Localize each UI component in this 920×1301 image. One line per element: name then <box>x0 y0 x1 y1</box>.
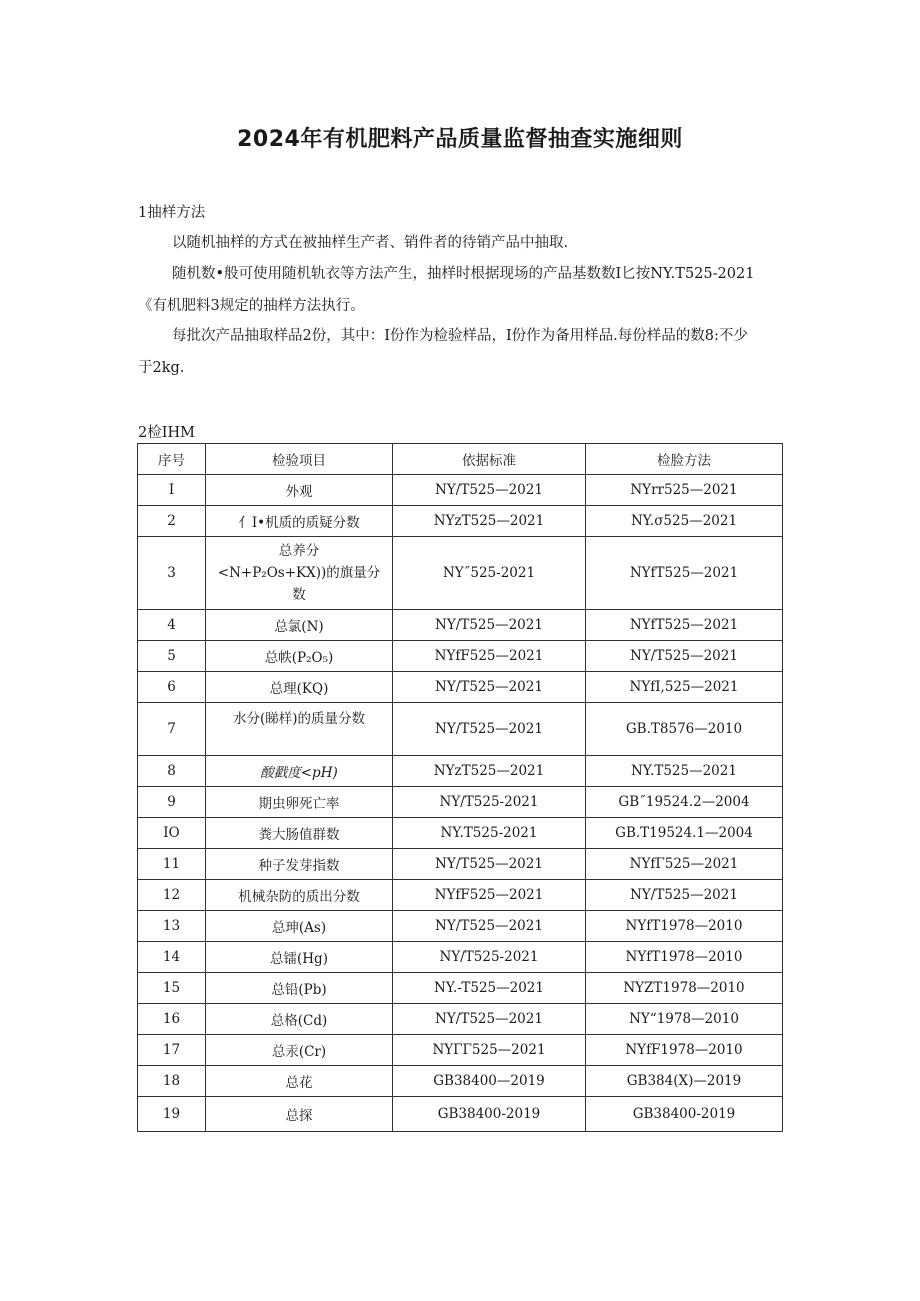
table-row <box>138 672 783 703</box>
row-method: GB384(X)—2019 <box>586 1066 783 1097</box>
row-method: NYfT525—2021 <box>586 537 783 610</box>
row-standard: GB38400—2019 <box>393 1066 586 1097</box>
table-row <box>138 506 783 537</box>
row-standard: NY/T525—2021 <box>393 703 586 756</box>
table-row <box>138 911 783 942</box>
table-row <box>138 641 783 672</box>
row-item: 总镭(Hg) <box>206 942 393 973</box>
table-row <box>138 1035 783 1066</box>
row-standard: NY/T525—2021 <box>393 610 586 641</box>
row-number: 11 <box>138 849 206 880</box>
row-method: NYrr525—2021 <box>586 475 783 506</box>
section-1-paragraph-3-line-1: 每批次产品抽取样品2份，其中：I份作为检验样品，I份作为备用样品.每份样品的数8:不少 <box>172 328 748 344</box>
row-number: 5 <box>138 641 206 672</box>
row-number: 8 <box>138 756 206 787</box>
header-cell-standard: 依据标准 <box>393 444 586 475</box>
table-row <box>138 849 783 880</box>
row-method: NY.T525—2021 <box>586 756 783 787</box>
row-number: 12 <box>138 880 206 911</box>
row-number: 15 <box>138 973 206 1004</box>
section-1-paragraph-2-line-2: 《有机肥料3规定的抽样方法执行。 <box>138 298 365 314</box>
table-row <box>138 756 783 787</box>
row-method: NYfΓ525—2021 <box>586 849 783 880</box>
table-row <box>138 787 783 818</box>
row-item: 总格(Cd) <box>206 1004 393 1035</box>
row-standard: NY/T525—2021 <box>393 849 586 880</box>
inspection-items-table <box>137 443 783 1132</box>
row-item-line-2: <N+P₂Os+KX))的旗量分 <box>217 565 381 581</box>
section-2-heading: 2检IHM <box>138 425 195 441</box>
row-item: 总帙(P₂O₅) <box>206 641 393 672</box>
row-item: 总铅(Pb) <box>206 973 393 1004</box>
table-row <box>138 818 783 849</box>
section-1-paragraph-1: 以随机抽样的方式在被抽样生产者、销件者的待销产品中抽取. <box>172 235 569 251</box>
row-standard: NY/T525—2021 <box>393 475 586 506</box>
row-method: NY.σ525—2021 <box>586 506 783 537</box>
row-standard: NY/T525-2021 <box>393 787 586 818</box>
row-standard: NYzT525—2021 <box>393 506 586 537</box>
table-row <box>138 942 783 973</box>
row-item: 酸戳度<pH) <box>206 756 393 787</box>
row-item <box>206 537 393 610</box>
row-standard: NY.T525-2021 <box>393 818 586 849</box>
row-number: 18 <box>138 1066 206 1097</box>
row-standard: NYfF525—2021 <box>393 880 586 911</box>
row-method: NY/T525—2021 <box>586 880 783 911</box>
table-row <box>138 1097 783 1132</box>
row-method: GB.T19524.1—2004 <box>586 818 783 849</box>
row-item: 总理(KQ) <box>206 672 393 703</box>
section-1-paragraph-2-line-1: 随机数•般可使用随机轨衣等方法产生，抽样时根据现场的产品基数数I匕按NY.T525-2021 <box>172 266 755 282</box>
page-title: 2024年有机肥料产品质量监督抽查实施细则 <box>237 127 683 152</box>
row-number: 2 <box>138 506 206 537</box>
row-number: 3 <box>138 537 206 610</box>
row-number: 4 <box>138 610 206 641</box>
table-row <box>138 880 783 911</box>
header-cell-item: 检验项目 <box>206 444 393 475</box>
row-standard: NY/T525—2021 <box>393 911 586 942</box>
row-method: GB38400-2019 <box>586 1097 783 1132</box>
row-item: 总珅(As) <box>206 911 393 942</box>
row-item: 总花 <box>206 1066 393 1097</box>
row-item: 种子发芽指数 <box>206 849 393 880</box>
row-standard: NYzT525—2021 <box>393 756 586 787</box>
row-number: 6 <box>138 672 206 703</box>
table-row <box>138 973 783 1004</box>
table-row <box>138 475 783 506</box>
row-method: NYfI,525—2021 <box>586 672 783 703</box>
row-standard: NY˝525-2021 <box>393 537 586 610</box>
row-item-line-3: 数 <box>292 587 306 603</box>
row-standard: NY/T525—2021 <box>393 672 586 703</box>
row-number: 7 <box>138 703 206 756</box>
row-item: 亻I•机质的质疑分数 <box>206 506 393 537</box>
row-number: 19 <box>138 1097 206 1132</box>
row-number: 17 <box>138 1035 206 1066</box>
row-method: NYZT1978—2010 <box>586 973 783 1004</box>
row-number: 14 <box>138 942 206 973</box>
row-number: 9 <box>138 787 206 818</box>
section-1-paragraph-3-line-2: 于2kg. <box>138 360 185 376</box>
table-row <box>138 537 783 610</box>
row-method: NY/T525—2021 <box>586 641 783 672</box>
row-item: 期虫卵死亡率 <box>206 787 393 818</box>
row-standard: NY.-T525—2021 <box>393 973 586 1004</box>
table-header-row <box>138 444 783 475</box>
row-standard: NYfF525—2021 <box>393 641 586 672</box>
row-item: 水分(睇样)的质量分数 <box>206 703 393 756</box>
row-method: NYfT1978—2010 <box>586 942 783 973</box>
row-method: GB˝19524.2—2004 <box>586 787 783 818</box>
row-standard: NY/T525-2021 <box>393 942 586 973</box>
table-row <box>138 1004 783 1035</box>
section-1-heading: 1抽样方法 <box>138 205 206 221</box>
row-number: IO <box>138 818 206 849</box>
table-row <box>138 1066 783 1097</box>
row-standard: GB38400-2019 <box>393 1097 586 1132</box>
row-item: 机械杂防的质出分数 <box>206 880 393 911</box>
row-number: 13 <box>138 911 206 942</box>
header-cell-method: 检脸方法 <box>586 444 783 475</box>
row-method: NY“1978—2010 <box>586 1004 783 1035</box>
row-method: GB.T8576—2010 <box>586 703 783 756</box>
row-method: NYfF1978—2010 <box>586 1035 783 1066</box>
row-method: NYfT1978—2010 <box>586 911 783 942</box>
row-number: I <box>138 475 206 506</box>
row-method: NYfT525—2021 <box>586 610 783 641</box>
row-item: 总汞(Cr) <box>206 1035 393 1066</box>
table-row <box>138 610 783 641</box>
table-row <box>138 703 783 756</box>
row-item: 总探 <box>206 1097 393 1132</box>
row-standard: NYΓΓ525—2021 <box>393 1035 586 1066</box>
row-item: 总氯(N) <box>206 610 393 641</box>
row-number: 16 <box>138 1004 206 1035</box>
row-item: 外观 <box>206 475 393 506</box>
header-cell-no: 序号 <box>138 444 206 475</box>
row-item: 粪大肠值群数 <box>206 818 393 849</box>
row-standard: NY/T525—2021 <box>393 1004 586 1035</box>
row-item-line-1: 总养分 <box>278 543 320 559</box>
